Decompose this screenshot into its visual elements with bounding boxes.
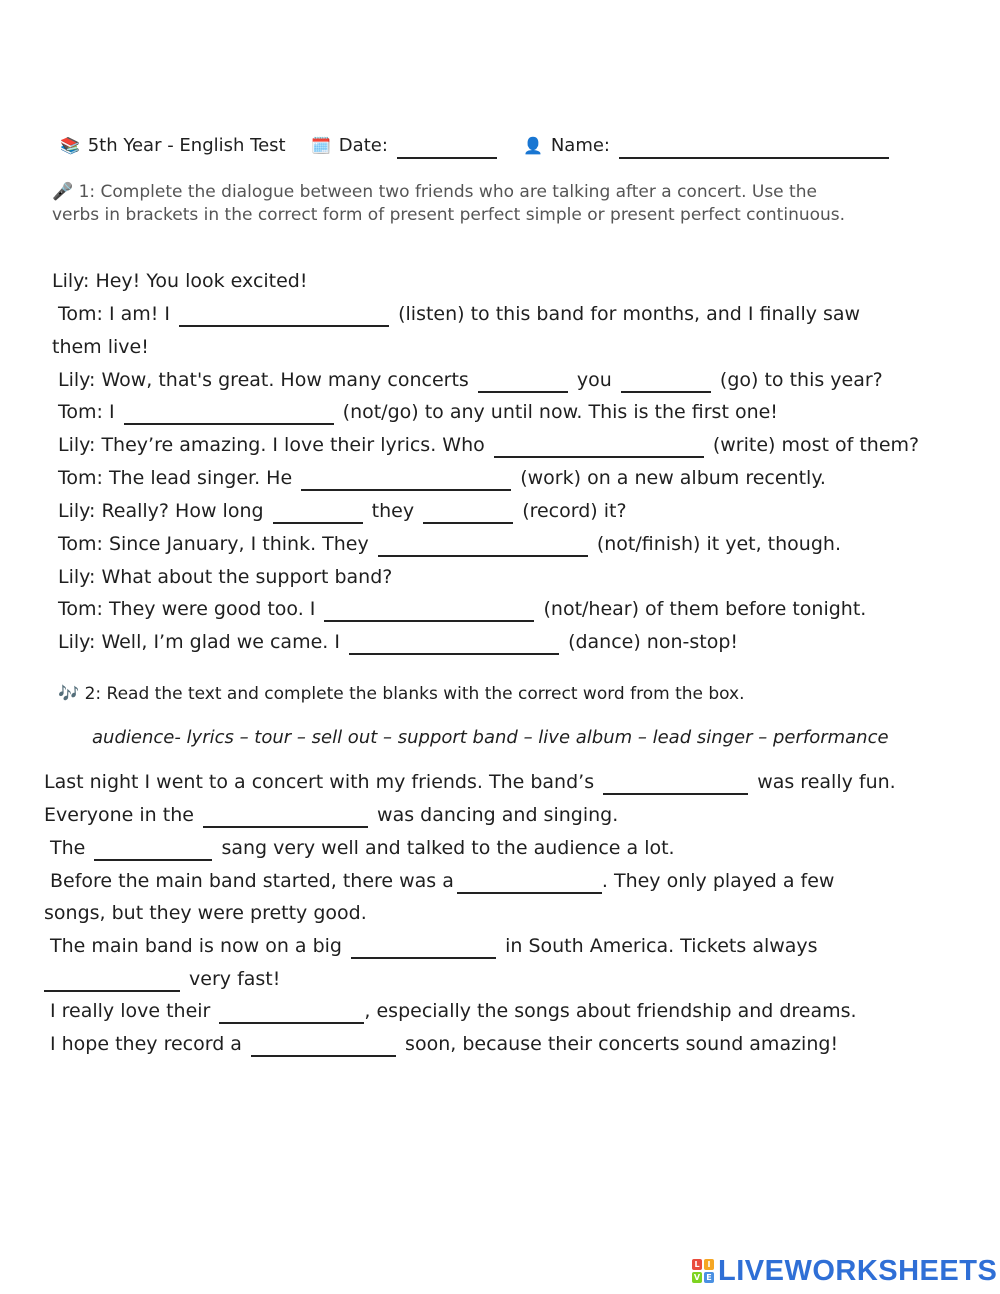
test-title: 5th Year - English Test [87,135,286,156]
date-field[interactable] [397,139,497,159]
liveworksheets-logo[interactable] [692,1256,997,1286]
person-icon: 👤 [523,136,544,155]
text-line-9: I hope they record a soon, because their concerts sound amazing! [50,1033,839,1055]
blank-2-8[interactable] [251,1037,396,1057]
blank-2-7[interactable] [219,1004,364,1024]
microphone-icon: 🎤 [52,182,74,202]
blank-1-5[interactable] [301,471,511,491]
blank-1-2a[interactable] [478,373,568,393]
blank-1-6a[interactable] [273,504,363,524]
word-box: audience- lyrics – tour – sell out – support band – live album – lead singer – performance [92,727,889,748]
blank-2-6[interactable] [44,972,180,992]
text-line-5: songs, but they were pretty good. [44,902,367,924]
logo-square: I [704,1259,714,1270]
name-label: Name: [550,135,610,156]
dialogue-line-11: Lily: Well, I’m glad we came. I (dance) non-stop! [58,631,739,653]
blank-2-3[interactable] [94,841,212,861]
text-line-6: The main band is now on a big in South America. Tickets always [50,935,818,957]
dialogue-line-10: Tom: They were good too. I (not/hear) of them before tonight. [58,598,867,620]
dialogue-line-8: Tom: Since January, I think. They (not/finish) it yet, though. [58,533,841,555]
blank-2-1[interactable] [603,775,748,795]
logo-square: E [704,1272,714,1283]
dialogue-line-7: Lily: Really? How long they (record) it? [58,500,627,522]
blank-1-2b[interactable] [621,373,711,393]
logo-square: L [692,1259,702,1270]
exercise-1-number: 1: [78,182,96,202]
dialogue-line-5: Lily: They’re amazing. I love their lyrics. Who (write) most of them? [58,434,920,456]
text-line-8: I really love their , especially the songs about friendship and dreams. [50,1000,857,1022]
logo-square: V [693,1273,701,1282]
blank-1-6b[interactable] [423,504,513,524]
header-row [58,135,892,159]
logo-mark-icon [692,1259,714,1283]
exercise-2-text: Read the text and complete the blanks with the correct word from the box. [106,684,745,704]
blank-1-9[interactable] [349,635,559,655]
text-line-1: Last night I went to a concert with my friends. The band’s was really fun. [44,771,896,793]
blank-1-8[interactable] [324,602,534,622]
dialogue-line-9: Lily: What about the support band? [58,566,393,588]
blank-2-5[interactable] [351,939,496,959]
dialogue-line-4: Tom: I (not/go) to any until now. This is the first one! [58,401,778,423]
dialogue-line-1: Lily: Hey! You look excited! [52,270,308,292]
date-label: Date: [338,135,388,156]
dialogue-line-6: Tom: The lead singer. He (work) on a new album recently. [58,467,826,489]
dialogue-line-2-cont: them live! [52,336,149,358]
text-line-3: The sang very well and talked to the audience a lot. [50,837,675,859]
dialogue-line-2: Tom: I am! I (listen) to this band for months, and I finally saw [58,303,861,325]
music-notes-icon: 🎶 [58,684,80,704]
blank-2-4[interactable] [457,874,602,894]
calendar-icon: 🗓️ [311,136,332,155]
blank-1-4[interactable] [494,438,704,458]
blank-1-3[interactable] [124,405,334,425]
blank-1-1[interactable] [179,307,389,327]
logo-text: LIVEWORKSHEETS [718,1254,998,1287]
books-icon: 📚 [60,136,80,155]
text-line-4: Before the main band started, there was a . They only played a few [50,870,835,892]
text-line-7: very fast! [44,968,280,992]
blank-1-7[interactable] [378,537,588,557]
exercise-2-instruction [58,683,745,705]
name-field[interactable] [619,139,889,159]
text-line-2: Everyone in the was dancing and singing. [44,804,619,826]
exercise-2-number: 2: [84,684,102,704]
exercise-1-text: Complete the dialogue between two friends who are talking after a concert. Use the verbs in brackets in the correct form of present perfect simple or present perfect continuous. [52,182,846,225]
blank-2-2[interactable] [203,808,368,828]
exercise-1-instruction [52,181,852,227]
dialogue-line-3: Lily: Wow, that's great. How many concerts you (go) to this year? [58,369,883,391]
